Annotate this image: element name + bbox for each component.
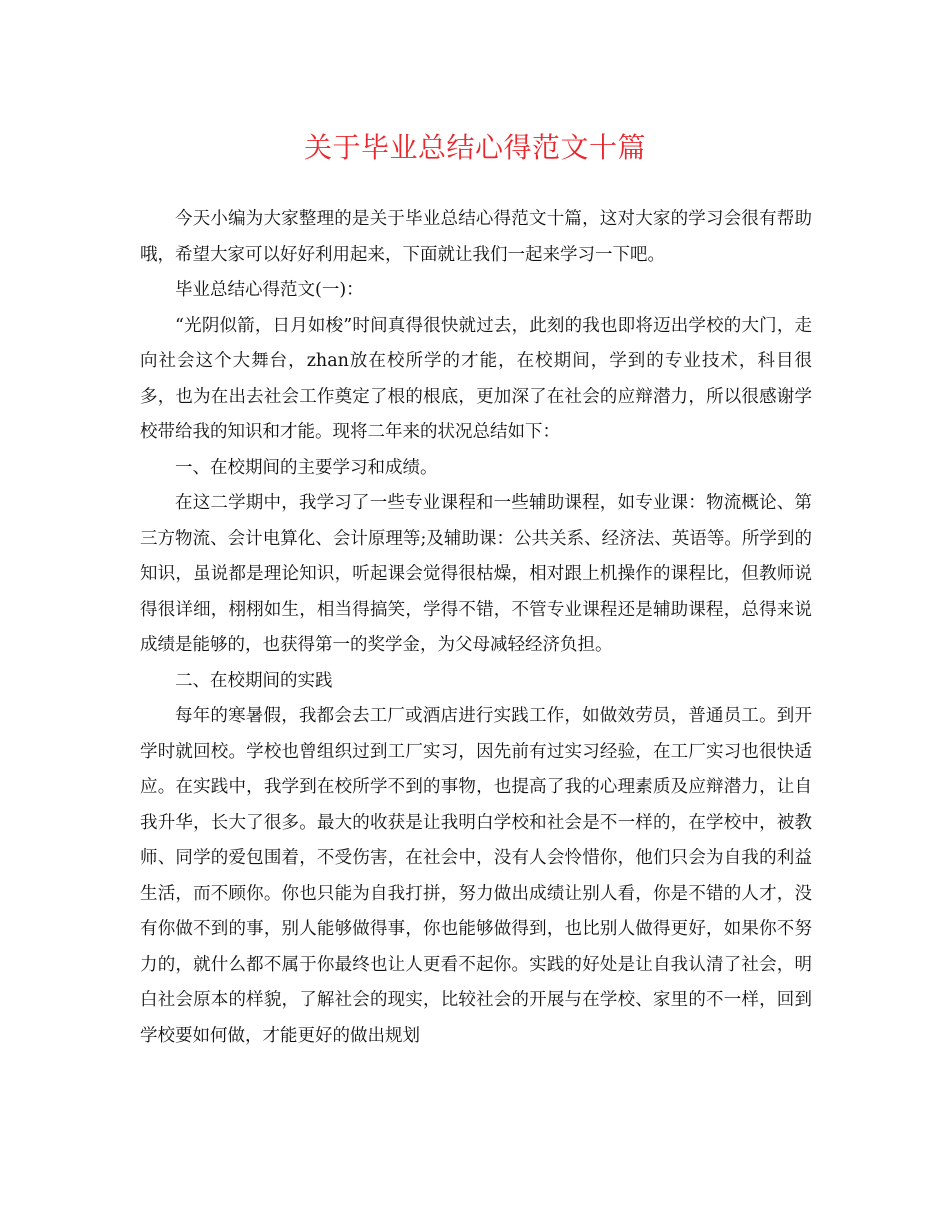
body-paragraph: 每年的寒暑假，我都会去工厂或酒店进行实践工作，如做效劳员，普通员工。到开学时就回校。学校也曾组织过到工厂实习，因先前有过实习经验，在工厂实习也很快适应。在实践中，我学到在校所学不到的事物，也提高了我的心理素质及应辩潜力，让自我升华，长大了很多。最大的收获是让我明白学校和社会是不一样的，在学校中，被教师、同学的爱包围着，不受伤害，在社会中，没有人会怜惜你，他们只会为自我的利益生活，而不顾你。你也只能为自我打拼，努力做出成绩让别人看，你是不错的人才，没有你做不到的事，别人能够做得事，你也能够做得到，也比别人做得更好，如果你不努力的，就什么都不属于你最终也让人更看不起你。实践的好处是让自我认清了社会，明白社会原本的样貌，了解社会的现实，比较社会的开展与在学校、家里的不一样，回到学校要如何做，才能更好的做出规划 — [140, 706, 812, 1046]
body-paragraph: 在这二学期中，我学习了一些专业课程和一些辅助课程，如专业课：物流概论、第三方物流、会计电算化、会计原理等;及辅助课：公共关系、经济法、英语等。所学到的知识，虽说都是理论知识，听起课会觉得很枯燥，相对跟上机操作的课程比，但教师说得很详细，栩栩如生，相当得搞笑，学得不错，不管专业课程还是辅助课程，总得来说成绩是能够的，也获得第一的奖学金，为父母减轻经济负担。 — [140, 493, 812, 655]
intro-paragraph: 今天小编为大家整理的是关于毕业总结心得范文十篇，这对大家的学习会很有帮助哦，希望大家可以好好利用起来，下面就让我们一起来学习一下吧。 — [140, 209, 812, 265]
document-body — [140, 202, 812, 1054]
document-title: 关于毕业总结心得范文十篇 — [303, 131, 646, 164]
body-paragraph: “光阴似箭，日月如梭”时间真得很快就过去，此刻的我也即将迈出学校的大门，走向社会这个大舞台，zhan放在校所学的才能，在校期间，学到的专业技术，科目很多，也为在出去社会工作奠定了根的根底，更加深了在社会的应辩潜力，所以很感谢学校带给我的知识和才能。现将二年来的状况总结如下： — [140, 315, 812, 442]
section-heading-sample-1: 毕业总结心得范文(一)： — [175, 280, 364, 300]
section-heading-study: 一、在校期间的主要学习和成绩。 — [175, 457, 438, 478]
section-heading-practice: 二、在校期间的实践 — [175, 670, 333, 691]
